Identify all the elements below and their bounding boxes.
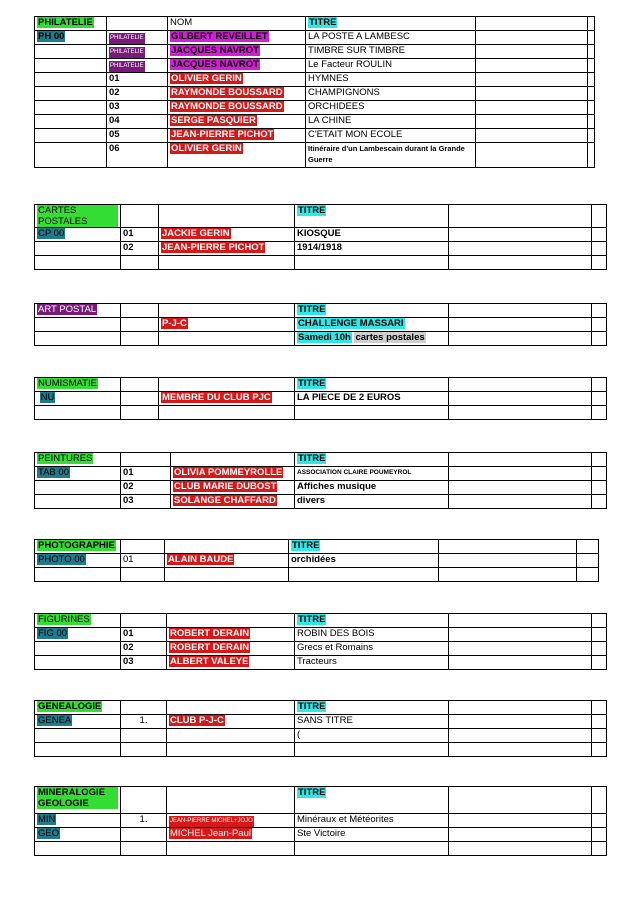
table-row	[35, 787, 607, 814]
table-row	[35, 628, 607, 642]
table-row	[35, 45, 595, 59]
section-code: GEO	[38, 828, 60, 839]
table-row	[35, 129, 595, 143]
row-title: ROBIN DES BOIS	[295, 628, 449, 642]
column-header-titre: TITRE	[298, 304, 326, 315]
table-row	[35, 205, 607, 228]
table-row	[35, 568, 599, 582]
table-row	[35, 73, 595, 87]
row-title: Tracteurs	[295, 656, 449, 670]
section-title: GENEALOGIE	[38, 701, 102, 712]
row-title: Affiches musique	[295, 481, 449, 495]
row-number: 01	[121, 628, 167, 642]
row-title: Ste Victoire	[295, 828, 449, 842]
table-row	[35, 481, 607, 495]
row-number: 01	[121, 228, 159, 242]
row-name: MICHEL Jean-Paul	[170, 828, 251, 839]
row-title-detail: cartes postales	[355, 332, 425, 343]
table-row	[35, 828, 607, 842]
row-title: Le Facteur ROULIN	[306, 59, 476, 73]
section-title: CARTES POSTALES	[37, 205, 118, 227]
table-row	[35, 256, 607, 270]
row-title: CHAMPIGNONS	[306, 87, 476, 101]
table-row	[35, 17, 595, 31]
table-row	[35, 743, 607, 757]
table-row	[35, 540, 599, 554]
row-number: 01	[121, 467, 171, 481]
row-number: 1.	[121, 715, 167, 729]
row-name: OLIVIER GERIN	[171, 73, 242, 84]
column-header-titre: TITRE	[309, 17, 337, 28]
table-photographie	[34, 539, 599, 582]
row-number: 01	[121, 554, 165, 568]
table-row	[35, 59, 595, 73]
row-name: RAYMONDE BOUSSARD	[171, 87, 283, 98]
row-title: Minéraux et Météorites	[295, 814, 449, 828]
row-name: CLUB P-J-C	[170, 715, 224, 726]
section-code: FIG 00	[38, 628, 68, 639]
section-code: MIN	[38, 814, 56, 825]
row-number: 05	[107, 129, 168, 143]
table-row	[35, 318, 607, 332]
row-number: 02	[121, 242, 159, 256]
table-row	[35, 842, 607, 856]
table-row	[35, 392, 607, 406]
row-number: 03	[121, 495, 171, 509]
column-header-titre: TITRE	[298, 205, 326, 216]
column-header-titre: TITRE	[298, 453, 326, 464]
section-title: PHILATELIE	[38, 17, 93, 28]
row-number: PHILATELIE	[109, 61, 145, 72]
row-name: ALAIN BAUDE	[168, 554, 234, 565]
row-number: PHILATELIE	[109, 33, 145, 44]
row-number: 01	[107, 73, 168, 87]
row-title-time: Samedi 10h	[298, 332, 351, 343]
column-header-titre: TITRE	[292, 540, 320, 551]
table-row	[35, 814, 607, 828]
row-title: LA POSTE A LAMBESC	[306, 31, 476, 45]
table-row	[35, 228, 607, 242]
row-number: 02	[107, 87, 168, 101]
row-title: divers	[295, 495, 449, 509]
row-name: OLIVIA POMMEYROLLE	[174, 467, 283, 478]
row-name: ROBERT DERAIN	[170, 642, 250, 653]
row-name: JEAN-PIERRE MICHEL+JOJO	[169, 816, 254, 827]
section-title: PHOTOGRAPHIE	[38, 540, 115, 551]
table-row	[35, 31, 595, 45]
column-header-titre: TITRE	[298, 787, 326, 798]
row-name: P-J-C	[162, 318, 187, 329]
table-row	[35, 495, 607, 509]
table-row	[35, 378, 607, 392]
table-row	[35, 715, 607, 729]
row-number: 03	[121, 656, 167, 670]
row-name: ALBERT VALEYE	[170, 656, 249, 667]
row-name: JACQUES NAVROT	[171, 59, 259, 70]
section-title: MINERALOGIE GEOLOGIE	[37, 787, 118, 809]
table-peintures	[34, 452, 607, 509]
table-row	[35, 304, 607, 318]
row-title: TIMBRE SUR TIMBRE	[306, 45, 476, 59]
table-genealogie	[34, 700, 607, 757]
row-title: ASSOCIATION CLAIRE POUMEYROL	[295, 467, 449, 481]
table-numismatie	[34, 377, 607, 420]
section-code: PH 00	[38, 31, 65, 42]
table-row	[35, 729, 607, 743]
row-name: JACKIE GERIN	[162, 228, 230, 239]
section-title: NUMISMATIE	[38, 378, 97, 389]
row-title: SANS TITRE	[295, 715, 449, 729]
row-name: SERGE PASQUIER	[171, 115, 256, 126]
section-code: TAB 00	[38, 467, 69, 478]
table-row	[35, 87, 595, 101]
row-title: ORCHIDEES	[306, 101, 476, 115]
column-header-nom: NOM	[168, 17, 306, 31]
table-row	[35, 115, 595, 129]
row-title: LA CHINE	[306, 115, 476, 129]
row-number: 04	[107, 115, 168, 129]
table-row	[35, 101, 595, 115]
section-code: GENEA	[38, 715, 72, 726]
table-row	[35, 614, 607, 628]
column-header-titre: TITRE	[298, 701, 326, 712]
table-row	[35, 467, 607, 481]
table-philatelie	[34, 16, 595, 168]
row-name: CLUB MARIE DUBOST	[174, 481, 277, 492]
table-art-postal	[34, 303, 607, 346]
table-row	[35, 656, 607, 670]
table-row	[35, 554, 599, 568]
row-title: (	[295, 729, 449, 743]
row-name: SOLANGE CHAFFARD	[174, 495, 276, 506]
row-number: 02	[121, 642, 167, 656]
column-header-titre: TITRE	[298, 614, 326, 625]
row-number: 06	[107, 143, 168, 168]
table-row	[35, 332, 607, 346]
table-row	[35, 242, 607, 256]
row-title: CHALLENGE MASSARI	[298, 318, 404, 329]
table-row	[35, 642, 607, 656]
row-title: LA PIECE DE 2 EUROS	[295, 392, 449, 406]
row-number: 02	[121, 481, 171, 495]
row-title: KIOSQUE	[295, 228, 449, 242]
row-title: Itinéraire d'un Lambescain durant la Grande Guerre	[306, 143, 476, 168]
row-title: orchidées	[289, 554, 439, 568]
column-header-titre: TITRE	[298, 378, 326, 389]
row-number: PHILATELIE	[109, 47, 145, 58]
section-title: ART POSTAL	[38, 304, 97, 315]
row-name: JACQUES NAVROT	[171, 45, 259, 56]
section-code: NU	[40, 392, 55, 403]
row-name: GILBERT REVEILLET	[171, 31, 268, 42]
row-name: OLIVIER GERIN	[171, 143, 242, 154]
section-title: PEINTURES	[38, 453, 93, 464]
row-name: JEAN-PIERRE PICHOT	[162, 242, 265, 253]
row-number: 1.	[121, 814, 167, 828]
table-row	[35, 143, 595, 168]
table-row	[35, 453, 607, 467]
row-number: 03	[107, 101, 168, 115]
row-name: MEMBRE DU CLUB PJC	[162, 392, 271, 403]
row-title: HYMNES	[306, 73, 476, 87]
table-row	[35, 701, 607, 715]
row-name: ROBERT DERAIN	[170, 628, 250, 639]
row-title: Grecs et Romains	[295, 642, 449, 656]
section-title: FIGURINES	[38, 614, 90, 625]
table-figurines	[34, 613, 607, 670]
section-code: PHOTO 00	[38, 554, 85, 565]
row-title: C'ETAIT MON ECOLE	[306, 129, 476, 143]
table-row	[35, 406, 607, 420]
row-title: 1914/1918	[295, 242, 449, 256]
table-cartes-postales	[34, 204, 607, 270]
table-mineralogie	[34, 786, 607, 856]
row-name: JEAN-PIERRE PICHOT	[171, 129, 274, 140]
section-code: CP 00	[38, 228, 65, 239]
row-name: RAYMONDE BOUSSARD	[171, 101, 283, 112]
